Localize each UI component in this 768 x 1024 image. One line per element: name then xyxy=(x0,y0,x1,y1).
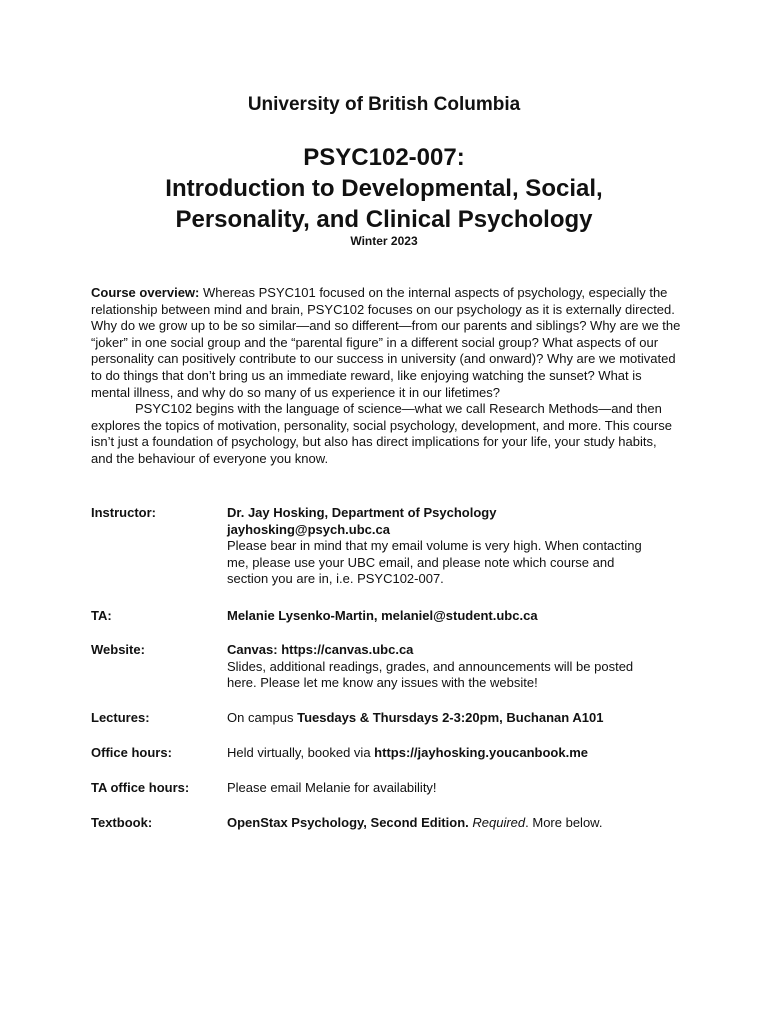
instructor-note-line-3: section you are in, i.e. PSYC102-007. xyxy=(227,571,444,587)
course-title xyxy=(0,173,768,235)
instructor-note-line-1: Please bear in mind that my email volume is very high. When contacting xyxy=(227,538,642,554)
instructor-name: Dr. Jay Hosking, Department of Psychology xyxy=(227,505,497,520)
university-name: University of British Columbia xyxy=(247,94,521,115)
booking-link[interactable]: https://jayhosking.youcanbook.me xyxy=(374,745,588,760)
overview-paragraph-2: PSYC102 begins with the language of science—what we call Research Methods—and then explores the topics of motivation, personality, social psychology, development, and more. This course isn’t just a foundation of psychology, but also has direct implications for your life, your study habits, and the behaviour of everyone you know. xyxy=(91,401,672,466)
textbook-title: OpenStax Psychology, Second Edition. xyxy=(227,815,469,830)
lectures-label: Lectures: xyxy=(91,710,150,725)
website-details xyxy=(227,642,697,692)
textbook-details xyxy=(227,815,697,832)
lectures-schedule: Tuesdays & Thursdays 2-3:20pm, Buchanan A101 xyxy=(297,710,604,725)
website-note-line-2: here. Please let me know any issues with the website! xyxy=(227,675,538,691)
ta-name-email[interactable]: Melanie Lysenko-Martin, melaniel@student.ubc.ca xyxy=(227,608,538,623)
course-term: Winter 2023 xyxy=(350,234,418,248)
course-code: PSYC102-007: xyxy=(303,144,465,171)
lectures-details xyxy=(227,710,697,727)
office-hours-prefix: Held virtually, booked via xyxy=(227,745,375,760)
lectures-prefix: On campus xyxy=(227,710,298,725)
office-hours-label: Office hours: xyxy=(91,745,172,760)
course-overview xyxy=(91,285,681,468)
textbook-label: Textbook: xyxy=(91,815,153,830)
course-title-line-1: Introduction to Developmental, Social, xyxy=(165,175,603,202)
textbook-suffix: . More below. xyxy=(525,815,603,830)
instructor-label: Instructor: xyxy=(91,505,156,520)
office-hours-details xyxy=(227,745,697,762)
website-note-line-1: Slides, additional readings, grades, and announcements will be posted xyxy=(227,658,634,674)
textbook-required: Required xyxy=(472,815,526,830)
course-title-line-2: Personality, and Clinical Psychology xyxy=(175,206,593,233)
overview-paragraph-1 xyxy=(91,285,681,401)
ta-label: TA: xyxy=(91,608,112,623)
ta-details xyxy=(227,608,697,625)
instructor-email-link[interactable]: jayhosking@psych.ubc.ca xyxy=(227,521,390,537)
overview-label: Course overview: xyxy=(91,285,200,300)
ta-office-hours-label: TA office hours: xyxy=(91,780,190,795)
instructor-note-line-2: me, please use your UBC email, and please note which course and xyxy=(227,554,615,570)
website-label: Website: xyxy=(91,642,145,657)
ta-office-hours-details xyxy=(227,780,697,797)
canvas-link[interactable]: Canvas: https://canvas.ubc.ca xyxy=(227,642,414,657)
ta-office-hours-text: Please email Melanie for availability! xyxy=(227,780,437,795)
instructor-details xyxy=(227,505,697,588)
overview-text-1: Whereas PSYC101 focused on the internal aspects of psychology, especially the relationship between mind and brain, PSYC102 focuses on our psychology as it is externally directed. Why do we grow up to be so similar—and so different—from our parents and siblings? Why are we the “joker” in one social group and the “parental figure” in a different social group? What aspects of our personality can positively contribute to our success in university (and onward)? Why are we motivated to do things that don’t bring us an immediate reward, like enjoying watching the sunset? What is mental illness, and why do so many of us experience it in our lifetimes? xyxy=(91,285,681,400)
